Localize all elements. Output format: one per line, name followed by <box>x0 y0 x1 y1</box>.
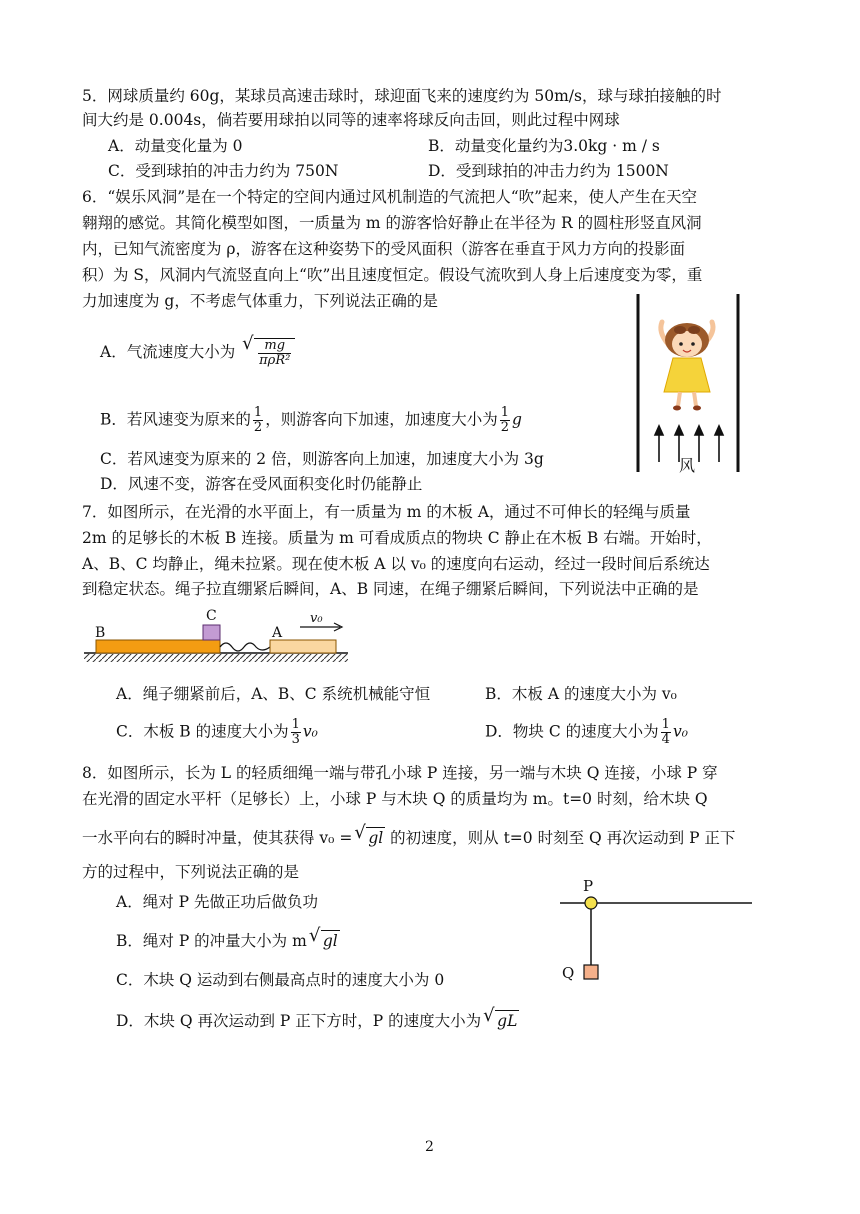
q7-option-d-fraction <box>661 718 671 747</box>
q7-option-c-fraction <box>291 718 301 747</box>
q6-option-b-fraction2 <box>500 406 510 435</box>
fig-label-q: Q <box>562 964 575 982</box>
q7-stem-line1: 7．如图所示，在光滑的水平面上，有一质量为 m 的木板 A，通过不可伸长的轻绳与质量 <box>82 503 691 521</box>
q7-option-b: B．木板 A 的速度大小为 v₀ <box>485 685 677 703</box>
q8-option-a: A．绳对 P 先做正功后做负功 <box>116 893 318 911</box>
q8-stem-line4: 方的过程中，下列说法正确的是 <box>82 863 300 881</box>
q5-option-c: C．受到球拍的冲击力约为 750N <box>108 162 339 180</box>
block-q <box>584 965 598 979</box>
q8-option-d-sqrt <box>483 1005 519 1031</box>
q6-stem-line3: 内，已知气流密度为 ρ，游客在这种姿势下的受风面积（游客在垂直于风力方向的投影面 <box>82 240 686 258</box>
fraction-denominator: 2 <box>500 420 509 435</box>
fraction-numerator: 1 <box>291 717 300 732</box>
sqrt-sign-icon: √ <box>354 822 366 843</box>
q8-stem-radicand: gl <box>368 829 384 847</box>
q5-option-a: A．动量变化量为 0 <box>108 137 243 155</box>
q8-option-b-radicand: gl <box>322 932 338 950</box>
q8-stem-line3-pre: 一水平向右的瞬时冲量，使其获得 v₀ = <box>82 829 353 847</box>
q6-option-d: D．风速不变，游客在受风面积变化时仍能静止 <box>100 475 423 493</box>
q7-option-c-post: v₀ <box>302 722 318 741</box>
fraction-denominator: 4 <box>661 732 670 747</box>
fraction-denominator: 2 <box>253 420 263 435</box>
fraction-numerator: 1 <box>500 405 509 420</box>
sqrt-sign-icon: √ <box>242 333 254 354</box>
q6-stem-line1: 6．“娱乐风洞”是在一个特定的空间内通过风机制造的气流把人“吹”起来，使人产生在天空 <box>82 188 698 206</box>
fraction-denominator: 3 <box>291 732 300 747</box>
q6-option-a-numerator: mg <box>258 339 291 354</box>
q6-option-b-post: g <box>511 410 522 429</box>
ball-p <box>585 897 597 909</box>
q7-option-d <box>485 718 688 747</box>
q8-stem-sqrt <box>354 822 385 848</box>
q6-option-b <box>100 406 522 435</box>
q7-option-d-pre: D．物块 C 的速度大小为 <box>485 722 659 741</box>
q8-option-b-pre: B．绳对 P 的冲量大小为 m <box>116 932 307 950</box>
q8-stem-line3-post: 的初速度，则从 t=0 时刻至 Q 再次运动到 P 正下 <box>385 829 736 847</box>
q8-option-d <box>116 1005 519 1031</box>
q8-stem-line1: 8．如图所示，长为 L 的轻质细绳一端与带孔小球 P 连接，另一端与木块 Q 连接，小球 P 穿 <box>82 764 718 782</box>
q6-option-a-sqrt <box>242 333 295 368</box>
fig-label-v0: v₀ <box>310 611 323 626</box>
q6-stem-line4: 积）为 S，风洞内气流竖直向上“吹”出且速度恒定。假设气流吹到人身上后速度变为零，重 <box>82 266 703 284</box>
tourist-girl-icon <box>661 322 713 411</box>
fraction-numerator: 1 <box>253 405 263 420</box>
q6-option-c: C．若风速变为原来的 2 倍，则游客向上加速，加速度大小为 3g <box>100 450 544 468</box>
fig-label-a: A <box>272 625 283 641</box>
q5-option-d: D．受到球拍的冲击力约为 1500N <box>428 162 669 180</box>
q7-option-d-post: v₀ <box>672 722 688 741</box>
q7-stem-line3: A、B、C 均静止，绳未拉紧。现在使木板 A 以 v₀ 的速度向右运动，经过一段时间后系统达 <box>82 555 710 573</box>
q7-option-c <box>116 718 318 747</box>
q6-option-b-fraction <box>253 406 263 435</box>
q8-option-d-radicand: gL <box>497 1012 518 1030</box>
block-c <box>203 625 220 640</box>
q7-option-c-pre: C．木板 B 的速度大小为 <box>116 722 289 741</box>
wind-label: 风 <box>679 456 696 475</box>
rope <box>220 643 270 651</box>
q8-stem-line2: 在光滑的固定水平杆（足够长）上，小球 P 与木块 Q 的质量均为 m。t=0 时刻，给木块 Q <box>82 790 708 808</box>
q8-option-b-sqrt <box>308 925 340 951</box>
fig-label-p: P <box>583 877 594 895</box>
page-number: 2 <box>425 1139 434 1155</box>
fig-label-b: B <box>95 625 106 641</box>
q6-option-b-mid: ，则游客向下加速，加速度大小为 <box>265 410 498 429</box>
q5-stem-line2: 间大约是 0.004s，倘若要用球拍以同等的速率将球反向击回，则此过程中网球 <box>82 111 620 129</box>
q5-option-b: B．动量变化量约为3.0kg · m / s <box>428 137 660 155</box>
q6-stem-line2: 翱翔的感觉。其简化模型如图，一质量为 m 的游客恰好静止在半径为 R 的圆柱形竖直风洞 <box>82 214 702 232</box>
q8-option-c: C．木块 Q 运动到右侧最高点时的速度大小为 0 <box>116 971 445 989</box>
q6-option-a-denominator: πρR² <box>259 353 291 368</box>
q6-option-a-text: A．气流速度大小为 <box>100 343 236 361</box>
fraction-numerator: 1 <box>661 717 670 732</box>
q8-option-d-pre: D．木块 Q 再次运动到 P 正下方时，P 的速度大小为 <box>116 1012 482 1030</box>
q6-option-b-pre: B．若风速变为原来的 <box>100 410 251 429</box>
wind-tunnel-figure <box>628 292 748 476</box>
q5-stem-line1: 5．网球质量约 60g，某球员高速击球时，球迎面飞来的速度约为 50m/s，球与球拍接触的时 <box>82 87 722 105</box>
sqrt-sign-icon: √ <box>308 925 321 946</box>
q7-stem-line2: 2m 的足够长的木板 B 连接。质量为 m 可看成质点的物块 C 静止在木板 B 右端。开始时， <box>82 529 712 547</box>
board-b <box>96 640 220 653</box>
q8-option-b <box>116 925 340 951</box>
q6-stem-line5: 力加速度为 g，不考虑气体重力，下列说法正确的是 <box>82 292 438 310</box>
q7-option-a: A．绳子绷紧前后，A、B、C 系统机械能守恒 <box>116 685 431 703</box>
fig-label-c: C <box>206 608 217 624</box>
q7-stem-line4: 到稳定状态。绳子拉直绷紧后瞬间，A、B 同速，在绳子绷紧后瞬间，下列说法中正确的是 <box>82 580 699 598</box>
sqrt-sign-icon: √ <box>483 1005 495 1026</box>
q6-option-a <box>100 333 295 368</box>
q8-stem-line3 <box>82 822 736 848</box>
